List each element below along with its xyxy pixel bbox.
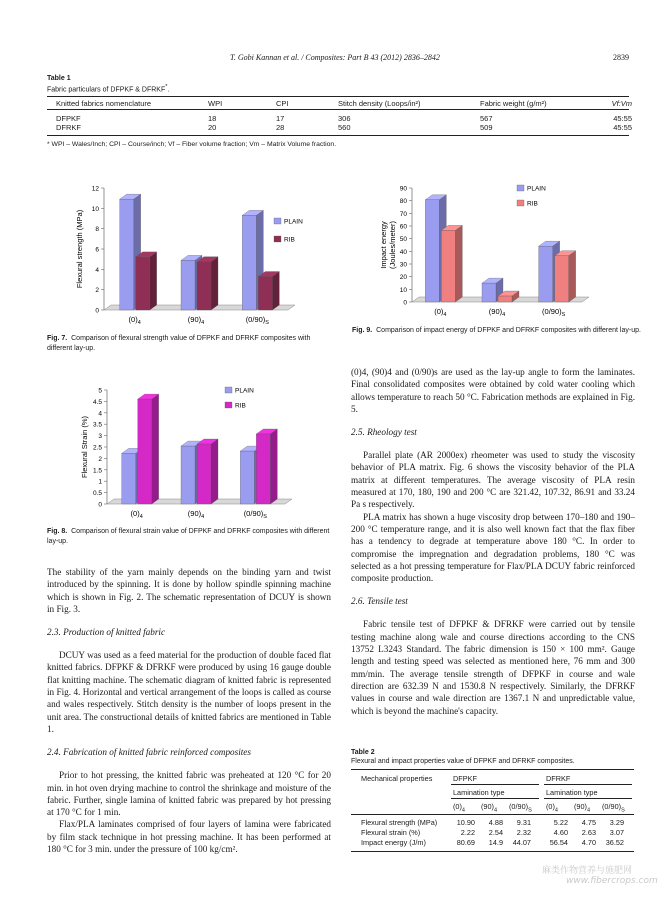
table-cell: 17 (276, 114, 285, 123)
bar-plain (539, 246, 553, 302)
x-tick-subscript: 4 (201, 514, 205, 520)
table-cell: 4.60 (553, 828, 568, 837)
paragraph: Parallel plate (AR 2000ex) rheometer was used to study the viscosity behavior of PLA matrix. Fig. 6 shows the viscosity behavior of the PLA matrix at different temperatures. The average viscosity of PLA resin measured at 170, 180, 190 and 200 °C are 321.42, 107.32, 86.91 and 33.24 Pa s respectively. (351, 450, 635, 510)
table-cell: 56.54 (549, 838, 568, 847)
fig8-caption-text: Comparison of flexural strain value of DFPKF and DFRKF composites with different lay-up. (47, 528, 330, 545)
x-tick-label: $(0)_4$ (130, 509, 143, 520)
x-tick-label: $(0)_4$ (128, 315, 141, 326)
table2-bottom-rule (351, 851, 634, 852)
journal-reference: T. Gobi Kannan et al. / Composites: Part B 43 (2012) 2836–2842 (230, 53, 440, 62)
bar-rib (197, 262, 211, 310)
table1-col-header: Fabric weight (g/m²) (480, 99, 547, 108)
table-cell: Flexural strength (MPa) (361, 818, 438, 827)
legend-swatch (274, 236, 281, 242)
table2-subheader: $(0)_4$ (453, 802, 465, 814)
bar-side (211, 257, 218, 310)
fig7-caption (47, 334, 337, 354)
section-heading: 2.3. Production of knitted fabric (47, 627, 166, 638)
table-cell: DFPKF (56, 114, 81, 123)
fig8-caption (47, 527, 337, 547)
bar-plain (122, 453, 136, 504)
x-tick-subscript: S (561, 312, 566, 318)
table1-col-header: Knitted fabrics nomenclature (56, 99, 152, 108)
paragraph: The stability of the yarn mainly depends on the binding yarn and twist introduced by the spinning. It is done by hollow spindle spinning machine which is shown in Fig. 2. The schematic representation of DCUY is shown in Fig. 3. (47, 567, 331, 614)
x-tick-subscript: 4 (502, 312, 506, 318)
y-tick-label: 10 (399, 286, 407, 294)
fig7-caption-text: Comparison of flexural strength value of DFPKF and DFRKF composites with different lay-up. (47, 335, 311, 352)
table-row (361, 828, 634, 838)
table2-col-mech: Mechanical properties (361, 774, 433, 783)
bar-rib (258, 277, 272, 310)
page-number: 2839 (613, 53, 629, 62)
y-tick-label: 0 (98, 501, 102, 509)
table-cell: 2.22 (460, 828, 475, 837)
table-cell: 306 (338, 114, 351, 123)
table1-caption: Fabric particulars of DFPKF & DFRKF (47, 86, 166, 94)
subscript: S (528, 807, 532, 814)
table2-subheader: $(90)_4$ (481, 802, 498, 814)
bar-rib (555, 256, 569, 302)
table2-top-rule (351, 769, 634, 770)
y-tick-label: 4.5 (92, 398, 102, 406)
table2-sub-rule (544, 798, 632, 799)
section-heading: 2.6. Tensile test (351, 596, 408, 607)
y-tick-label: 6 (95, 246, 99, 254)
table-cell: 2.54 (488, 828, 503, 837)
y-tick-label: 2 (95, 287, 99, 295)
legend-label: RIB (235, 402, 246, 410)
y-tick-label: 4 (95, 266, 99, 274)
table-cell: 4.70 (581, 838, 596, 847)
table-cell: 2.32 (516, 828, 531, 837)
fig7-caption-label: Fig. 7. (47, 335, 68, 342)
y-tick-label: 80 (399, 198, 407, 206)
bar-rib (256, 434, 270, 504)
legend-swatch (274, 218, 281, 224)
y-tick-label: 1.5 (92, 467, 102, 475)
bar-plain (242, 215, 256, 310)
right-column (351, 366, 635, 717)
table-cell: 18 (208, 114, 217, 123)
fig8-chart (75, 382, 315, 522)
table-cell: 10.90 (456, 818, 475, 827)
fig9-caption-text: Comparison of impact energy of DFPKF and DFRKF composites with different lay-up. (376, 327, 641, 334)
table-cell: 567 (480, 114, 493, 123)
y-tick-label: 2.5 (92, 444, 102, 452)
table2-lam-dfpkf: Lamination type (453, 788, 505, 797)
table2-group-dfrkf: DFRKF (546, 774, 571, 783)
fig9-caption-label: Fig. 9. (352, 327, 373, 334)
y-tick-label: 30 (399, 261, 407, 269)
table-cell: 560 (338, 123, 351, 132)
table1-col-header: CPI (276, 99, 289, 108)
bar-plain (240, 451, 254, 504)
x-tick-label: $(90)_4$ (488, 307, 506, 318)
table2-group-dfpkf: DFPKF (453, 774, 477, 783)
table1-caption-block (47, 74, 169, 94)
fig9-caption (352, 326, 642, 336)
x-tick-subscript: 4 (443, 312, 447, 318)
table-cell: 3.07 (609, 828, 624, 837)
y-tick-label: 20 (399, 274, 407, 282)
y-tick-label: 3.5 (92, 421, 102, 429)
y-tick-label: 2 (98, 455, 102, 463)
table1-col-header: WPI (208, 99, 223, 108)
table-cell: 4.75 (581, 818, 596, 827)
table-cell: 9.31 (516, 818, 531, 827)
table-cell: 3.29 (609, 818, 624, 827)
bar-rib (136, 257, 150, 310)
bar-rib (441, 230, 455, 302)
x-tick-label: $(0)_4$ (434, 307, 447, 318)
bar-side (211, 439, 218, 504)
table2-caption: Flexural and impact properties value of DFPKF and DFRKF composites. (351, 758, 575, 765)
x-tick-label: $(0/90)_S$ (245, 315, 269, 326)
legend-label: PLAIN (284, 218, 303, 226)
fig8-caption-label: Fig. 8. (47, 528, 68, 535)
table2-subheader: $(0)_4$ (546, 802, 558, 814)
bar-plain (482, 283, 496, 302)
paragraph: Fabric tensile test of DFPKF & DFRKF were carried out by tensile testing machine along wale and course directions according to the CNS 13752 L3243 Standard. The fabric dimension is 150 × 100 mm². Gauge length and testing speed was selected as mentioned here, 76 mm and 300 mm/min. The average tensile strength of DFPKF in course and wale direction are 632.39 N and 1530.8 N respectively. Similarly, the DFRKF values in course and wale direction are 1367.1 N and unpredictable value, which is beyond the machine's capacity. (351, 619, 635, 716)
y-tick-label: 1 (98, 478, 102, 486)
left-column (47, 566, 331, 855)
table1-caption-end: . (167, 86, 170, 94)
legend-swatch (517, 200, 524, 206)
paragraph: DCUY was used as a feed material for the production of double faced flat knitted fabrics. DFPKF & DFRKF were produced by using 16 gauge double flat knitting machine. The schematic diagram of knitted fabric is represented in Fig. 4. Horizontal and vertical arrangement of the loops is called as course and wales respectively. Stitch density is the number of loops present in the unit area. The constructional details of knitted fabrics are mentioned in Table 1. (47, 650, 331, 734)
x-tick-label: $(90)_4$ (187, 315, 205, 326)
bar-side (150, 252, 157, 310)
y-tick-label: 0.5 (92, 490, 102, 498)
y-tick-label: 40 (399, 248, 407, 256)
y-axis-label-line: (Joules/meter) (388, 221, 397, 269)
table-cell: 80.69 (456, 838, 475, 847)
fig9-chart (372, 180, 622, 320)
table1-footnote: * WPI – Wales/Inch; CPI – Course/inch; Vf – Fiber volume fraction; Vm – Matrix Volume fraction. (47, 141, 337, 148)
table2-body (361, 818, 634, 848)
table2-group-rule (544, 784, 632, 785)
y-tick-label: 3 (98, 433, 102, 441)
y-tick-label: 60 (399, 223, 407, 231)
paragraph: (0)4, (90)4 and (0/90)s are used as the lay-up angle to form the laminates. Final consolidated composites were obtained by cold water cooling which allows temperature to reach 50 °C. Fabrication methods are explained in Fig. 5. (351, 367, 635, 414)
table-cell: 45:55 (613, 123, 632, 132)
x-tick-subscript: S (265, 320, 269, 326)
table1-col-header: Stitch density (Loops/in²) (338, 99, 421, 108)
y-tick-label: 10 (91, 205, 99, 213)
subscript: 4 (461, 807, 465, 814)
subscript: 4 (554, 807, 558, 814)
x-tick-label: $(0/90)_S$ (243, 509, 267, 520)
watermark-url: www.fibercrops.com (566, 876, 658, 886)
x-tick-subscript: 4 (139, 514, 143, 520)
y-axis-label-line: Impact energy (379, 221, 388, 269)
paragraph: Flax/PLA laminates comprised of four layers of lamina were fabricated by film stack technique in hot pressing machine. It has been performed at 180 °C for 3 min. under the pressure of 100 kg/cm². (47, 819, 331, 855)
y-tick-label: 8 (95, 226, 99, 234)
subscript: 4 (586, 807, 591, 814)
table-row (56, 123, 632, 132)
y-tick-label: 90 (399, 185, 407, 193)
legend-label: RIB (284, 236, 295, 244)
table2-group-rule (451, 784, 539, 785)
table2-mid-rule (351, 814, 634, 815)
table1-caption-mark: * (165, 84, 168, 90)
table-cell: 45:55 (613, 114, 632, 123)
x-tick-subscript: 4 (201, 320, 205, 326)
table-cell: 4.88 (488, 818, 503, 827)
table1-col-header: Vf:Vm (611, 99, 632, 108)
y-tick-label: 50 (399, 236, 407, 244)
table2-subheader: $(90)_4$ (574, 802, 591, 814)
table-row (56, 114, 632, 123)
table1-bottom-rule (47, 135, 629, 136)
table-cell: 44.07 (512, 838, 531, 847)
legend-swatch (517, 185, 524, 191)
y-axis-label (379, 221, 397, 269)
table1 (56, 99, 632, 132)
table-cell: 20 (208, 123, 217, 132)
bar-side (272, 272, 279, 310)
table1-header-row (56, 99, 632, 108)
paragraph: Prior to hot pressing, the knitted fabric was preheated at 120 °C for 20 min. in hot oven drying machine to control the shrinkage and moisture of the fabric. Further, single lamina of knitted fabric was prepared by hot pressing at 170 °C for 1 min. (47, 770, 331, 818)
bar-side (569, 251, 576, 302)
y-tick-label: 4 (98, 410, 102, 418)
table1-label: Table 1 (47, 75, 71, 82)
subscript: S (621, 807, 625, 814)
bar-plain (120, 199, 134, 310)
bar-side (455, 225, 462, 302)
table-cell: 28 (276, 123, 285, 132)
legend-label: PLAIN (235, 387, 254, 395)
y-axis-label: Flexural Strain (%) (80, 415, 89, 479)
bar-rib (197, 444, 211, 504)
subscript: 4 (493, 807, 498, 814)
y-tick-label: 0 (95, 307, 99, 315)
table-cell: DFRKF (56, 123, 81, 132)
watermark-cn: 麻类作物营养与施肥网 (542, 866, 633, 876)
legend-swatch (225, 402, 232, 408)
table2-caption-block (351, 748, 575, 766)
table-cell: Flexural strain (%) (361, 828, 421, 837)
legend-label: PLAIN (527, 185, 546, 193)
y-tick-label: 5 (98, 387, 102, 395)
table2-lam-dfrkf: Lamination type (546, 788, 598, 797)
section-heading: 2.5. Rheology test (351, 427, 417, 438)
bar-plain (181, 260, 195, 310)
bar-side (152, 394, 159, 504)
table2-label: Table 2 (351, 749, 375, 756)
fig7-chart (68, 178, 338, 328)
section-heading: 2.4. Fabrication of knitted fabric reinforced composites (47, 747, 251, 758)
y-axis-label: Flexural strength (MPa) (75, 209, 84, 289)
table1-top-rule (47, 96, 629, 97)
table2-subheader: $(0/90)_S$ (509, 802, 532, 814)
bar-plain (181, 446, 195, 504)
bar-plain (425, 200, 439, 302)
bar-side (270, 429, 277, 504)
table2-subheader-row (451, 802, 634, 814)
y-tick-label: 12 (91, 185, 99, 193)
table-cell: 14.9 (488, 838, 503, 847)
table-cell: Impact energy (J/m) (361, 838, 426, 847)
paragraph: PLA matrix has shown a huge viscosity drop between 170–180 and 190–200 °C temperature range, and it is also well known fact that the flax fiber has a tendency to degrade at temperature above 180 °C. In order to compromise the impregnation and degradation problems, 180 °C was selected as a hot pressing temperature for Flax/PLA DCUY fabric reinforced composite production. (351, 511, 635, 584)
table-cell: 2.63 (581, 828, 596, 837)
table-cell: 5.22 (553, 818, 568, 827)
bar-rib (498, 296, 512, 302)
table2-sub-rule (451, 798, 539, 799)
table-cell: 509 (480, 123, 493, 132)
x-tick-label: $(0/90)_S$ (542, 307, 566, 318)
x-tick-label: $(90)_4$ (187, 509, 205, 520)
x-tick-subscript: 4 (137, 320, 141, 326)
table1-mid-rule (47, 109, 629, 110)
table-row (361, 838, 634, 848)
bar-rib (138, 399, 152, 504)
y-tick-label: 0 (403, 299, 407, 307)
table2-subheader: $(0/90)_S$ (602, 802, 625, 814)
legend-label: RIB (527, 200, 538, 208)
legend-swatch (225, 387, 232, 393)
table-row (361, 818, 634, 828)
x-tick-subscript: S (263, 514, 267, 520)
table-cell: 36.52 (605, 838, 624, 847)
y-tick-label: 70 (399, 210, 407, 218)
